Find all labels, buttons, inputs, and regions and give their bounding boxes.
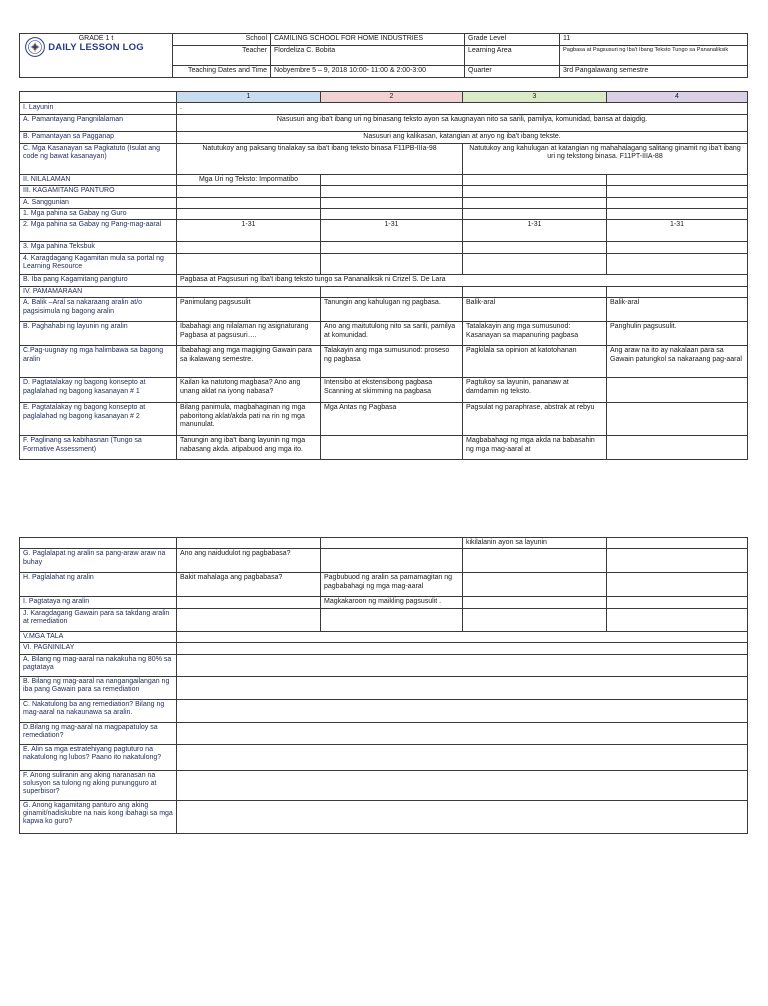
teacher-label: Teacher [173, 46, 271, 66]
tala-heading: V.MGA TALA [20, 631, 177, 642]
paghahabi-day-3: Tatalakayin ang mga sumusunod: Kasanayan sa mapanuring pagbasa [463, 322, 607, 346]
pages-day-2: 1-31 [321, 220, 463, 242]
pagninilay-d-label: D.Bilang ng mag-aaral na magpapatuloy sa remediation? [20, 722, 177, 744]
kasanayan-day-1-2: Natutukoy ang paksang tinalakay sa iba't ibang teksto binasa F11PB-IIIa-98 [177, 143, 463, 174]
balik-aral-day-2: Tanungin ang kahulugan ng pagbasa. [321, 298, 463, 322]
pagninilay-a-label: A. Bilang ng mag-aaral na nakakuha ng 80% sa pagtataya [20, 654, 177, 676]
pamamaraan-heading: IV. PAMAMARAAN [20, 286, 177, 297]
konsepto2-day-2: Mga Antas ng Pagbasa [321, 403, 463, 436]
learning-area-label: Learning Area [465, 46, 560, 66]
day-header-2: 2 [321, 92, 463, 103]
konsepto2-day-3: Pagsulat ng paraphrase, abstrak at rebyu [463, 403, 607, 436]
learning-area-value: Pagbasa at Pagsusuri ng Iba't Ibang Teksto Tungo sa Pananaliksik [560, 46, 748, 66]
balik-aral-day-3: Balik-aral [463, 298, 607, 322]
layunin-heading: I. Layunin [20, 103, 177, 115]
pag-uugnay-day-4: Ang araw na ito ay nakalaan para sa Gawain patungkol sa nakaraang pag-aaral [607, 346, 748, 378]
pag-uugnay-label: C.Pag-uugnay ng mga halimbawa sa bagong aralin [20, 346, 177, 378]
paghahabi-day-2: Ano ang maitutulong nito sa sarili, pamilya at komunidad. [321, 322, 463, 346]
paglinang-day-1: Tanungin ang iba't ibang layunin ng mga nabasang akda. atipabuod ang mga ito. [177, 436, 321, 460]
pagganap-text: Nasusuri ang kalikasan, katangian at anyo ng iba't ibang tekste. [177, 132, 748, 143]
pag-uugnay-day-2: Talakayin ang mga sumusunod: proseso ng pagbasa [321, 346, 463, 378]
grade-level-label: Grade Level [465, 34, 560, 46]
pages-day-4: 1-31 [607, 220, 748, 242]
pag-uugnay-day-3: Pagkilala sa opinion at katotohanan [463, 346, 607, 378]
konsepto1-day-3: Pagtukoy sa layunin, pananaw at damdamin ng teksto. [463, 378, 607, 403]
paglalapat-day-1: Ano ang naidudulot ng pagbabasa? [177, 549, 321, 573]
deped-seal-icon [25, 37, 45, 57]
school-label: School [173, 34, 271, 46]
pages-day-1: 1-31 [177, 220, 321, 242]
remediation-label: J. Karagdagang Gawain para sa takdang aralin at remediation [20, 608, 177, 631]
teacher-value: Flordeliza C. Bobita [271, 46, 465, 66]
kagamitan-heading: III. KAGAMITANG PANTURO [20, 186, 177, 197]
paglalahat-label: H. Paglalahat ng aralin [20, 573, 177, 597]
day-header-blank [20, 92, 177, 103]
karagdagang-label: 4. Karagdagang Kagamitan mula sa portal ng Learning Resource [20, 253, 177, 274]
paghahabi-label: B. Paghahabi ng layunin ng aralin [20, 322, 177, 346]
balik-aral-label: A. Balik –Aral sa nakaraang aralin at/o pagsisimula ng bagong aralin [20, 298, 177, 322]
balik-aral-day-1: Panimulang pagsusulit [177, 298, 321, 322]
document-title: DAILY LESSON LOG [48, 42, 144, 54]
day-header-4: 4 [607, 92, 748, 103]
pages-day-3: 1-31 [463, 220, 607, 242]
quarter-label: Quarter [465, 66, 560, 78]
paghahabi-day-4: Panghulin pagsusulit. [607, 322, 748, 346]
paglinang-label: F. Paglinang sa kabihasnan (Tungo sa Formative Assessment) [20, 436, 177, 460]
pagninilay-g-label: G. Anong kagamitang panturo ang aking ginamit/nadiskubre na nais kong ibahagi sa mga kapwa ko guro? [20, 800, 177, 833]
kasanayan-day-3-4: Natutukoy ang kahulugan at katangian ng mahahalagang salitang ginamit ng iba't ibang uri ng tekstong binasa. F11PT-IIIA-88 [463, 143, 748, 174]
pagninilay-f-label: F. Anong suliranin ang aking naranasan na solusyon sa tulong ng aking punungguro at superbisor? [20, 770, 177, 800]
day-header-1: 1 [177, 92, 321, 103]
balik-aral-day-4: Balik-aral [607, 298, 748, 322]
konsepto1-label: D. Pagtatalakay ng bagong konsepto at paglalahad ng bagong kasanayan # 1 [20, 378, 177, 403]
school-value: CAMILING SCHOOL FOR HOME INDUSTRIES [271, 34, 465, 46]
quarter-value: 3rd Pangalawang semestre [560, 66, 748, 78]
iba-pa-label: B. Iba pang Kagamitang pangturo [20, 274, 177, 286]
gabay-aaral-label: 2. Mga pahina sa Gabay ng Pang-mag-aaral [20, 220, 177, 242]
grade-heading: GRADE 1 t [78, 35, 114, 42]
pagninilay-heading: VI. PAGNINILAY [20, 643, 177, 654]
konsepto2-label: E. Pagtatalakay ng bagong konsepto at paglalahad ng bagong kasanayan # 2 [20, 403, 177, 436]
dates-value: Nobyembre 5 – 9, 2018 10:00- 11:00 & 2:00-3:00 [271, 66, 465, 78]
sanggunian-label: A. Sanggunian [20, 197, 177, 208]
pagtataya-day-2: Magkakaroon ng maikling pagsusulit . [321, 597, 463, 608]
konsepto1-day-2: Intensibo at ekstensibong pagbasa Scanning at skimming na pagbasa [321, 378, 463, 403]
pagganap-label: B. Pamantayan sa Pagganap [20, 132, 177, 143]
pagninilay-b-label: B. Bilang ng mag-aaral na nangangailangan ng iba pang Gawain para sa remediation [20, 676, 177, 699]
paglalahat-day-1: Bakit mahalaga ang pagbabasa? [177, 573, 321, 597]
paglinang-cont-day-3: kikilalanin ayon sa layunin [463, 538, 607, 549]
pangnilalaman-label: A. Pamantayang Pangnilalaman [20, 115, 177, 132]
lesson-table [19, 91, 748, 460]
lesson-table-continued [19, 537, 748, 834]
paghahabi-day-1: Ibabahagi ang nilalaman ng asignaturang Pagbasa at pagsusuri…. [177, 322, 321, 346]
header-logo-cell [20, 34, 173, 78]
pagninilay-e-label: E. Alin sa mga estratehiyang pagtuturo na nakatulong ng lubos? Paano ito nakatulong? [20, 744, 177, 770]
pag-uugnay-day-1: Ibabahagi ang mga magiging Gawain para sa ikalawang semestre. [177, 346, 321, 378]
konsepto2-day-1: Bilang panimula, magbahaginan ng mga paboritong aklat/akda pati na rin ng mga manunulat. [177, 403, 321, 436]
paglalapat-label: G. Paglalapat ng aralin sa pang-araw araw na buhay [20, 549, 177, 573]
nilalaman-text: Mga Uri ng Teksto: Impormatibo [177, 174, 321, 185]
kasanayan-label: C. Mga Kasanayan sa Pagkatuto (Isulat ang code ng bawat kasanayan) [20, 143, 177, 174]
layunin-value: . [177, 103, 748, 115]
pangnilalaman-text: Nasusuri ang iba't ibang uri ng binasang teksto ayon sa kaugnayan nito sa sarili, pamilya, komunidad, bansa at daigdig. [177, 115, 748, 132]
day-header-3: 3 [463, 92, 607, 103]
nilalaman-heading: II. NILALAMAN [20, 174, 177, 185]
header-table [19, 33, 748, 78]
gabay-guro-label: 1. Mga pahina sa Gabay ng Guro [20, 209, 177, 220]
dates-label: Teaching Dates and Time [173, 66, 271, 78]
pagninilay-c-label: C. Nakatulong ba ang remediation? Bilang ng mag-aaral na nakaunawa sa aralin. [20, 699, 177, 722]
paglalahat-day-2: Pagbubuod ng aralin sa pamamagitan ng pagbabahagi ng mga mag-aaral [321, 573, 463, 597]
teksbuk-label: 3. Mga pahina Teksbuk [20, 242, 177, 253]
paglinang-day-3: Magbabahagi ng mga akda na babasahin ng mga mag-aaral at [463, 436, 607, 460]
konsepto1-day-1: Kailan ka natutong magbasa? Ano ang unang aklat na iyong nabasa? [177, 378, 321, 403]
iba-pa-text: Pagbasa at Pagsusuri ng Iba't ibang teksto tungo sa Pananaliksik ni Crizel S. De Lara [177, 274, 748, 286]
pagtataya-label: I. Pagtataya ng aralin [20, 597, 177, 608]
grade-level-value: 11 [560, 34, 748, 46]
